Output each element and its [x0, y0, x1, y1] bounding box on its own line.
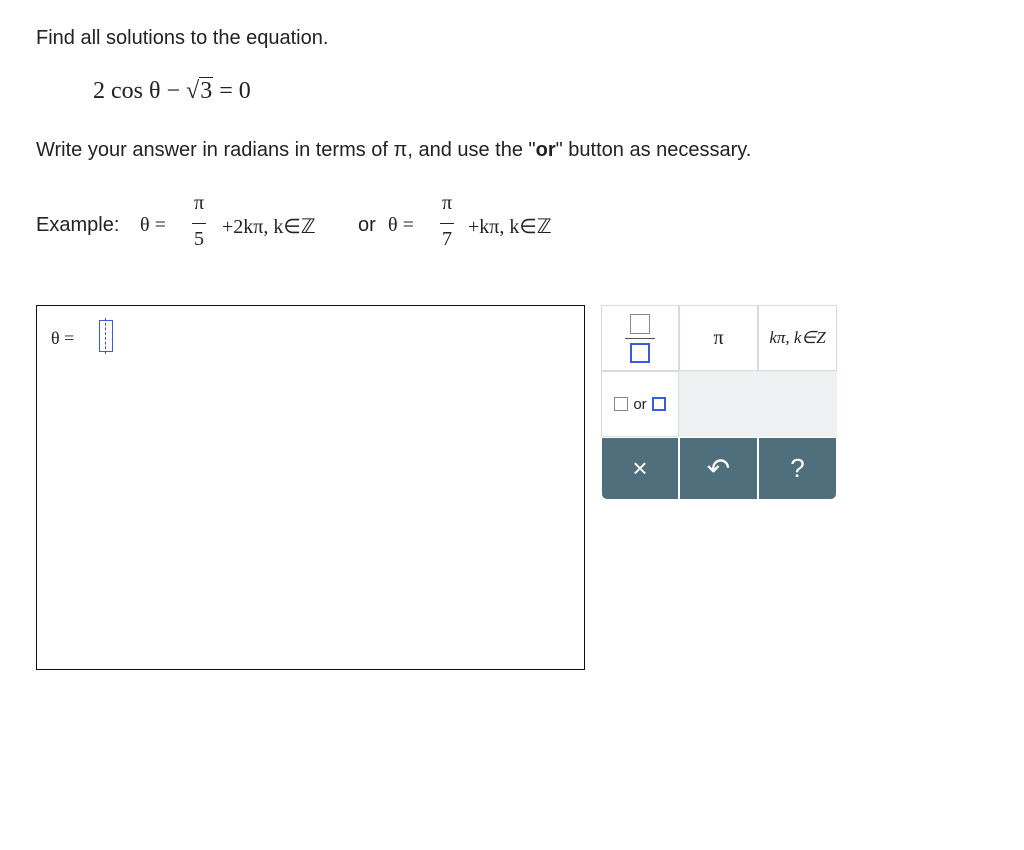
example-term-1: +2kπ, k∈ℤ	[222, 216, 316, 238]
or-key[interactable]	[601, 371, 679, 437]
undo-button[interactable]	[679, 437, 758, 500]
fraction-icon	[625, 314, 655, 363]
answer-input-area[interactable]	[36, 305, 585, 670]
undo-icon: ↶	[706, 453, 731, 484]
equation-minus: −	[166, 78, 181, 104]
fraction-denominator: 7	[442, 228, 452, 250]
clear-button[interactable]	[601, 437, 679, 500]
sqrt-icon: √	[186, 78, 200, 104]
equation-function: cos	[111, 78, 143, 104]
example-label: Example:	[36, 214, 120, 236]
equation-coefficient: 2	[93, 78, 105, 104]
pi-key[interactable]	[679, 305, 758, 371]
sqrt-radicand: 3	[200, 78, 213, 104]
instruction-pre: Write your answer in radians in terms of π, and use the "	[36, 139, 536, 161]
kpi-key-label: kπ, k∈Z	[769, 328, 826, 347]
close-icon: ×	[632, 453, 648, 483]
blue-box-icon	[652, 397, 666, 411]
or-key-label: or	[633, 395, 647, 413]
equation	[93, 78, 251, 105]
kpi-key[interactable]	[758, 305, 837, 371]
instruction-bold: or	[535, 139, 556, 161]
question-prompt: Find all solutions to the equation.	[36, 27, 329, 49]
instruction	[36, 139, 751, 162]
fraction-bar	[192, 223, 206, 224]
equation-rhs: = 0	[219, 78, 251, 104]
sqrt	[186, 78, 213, 105]
pi-key-label: π	[713, 326, 724, 349]
keypad-empty-area	[679, 371, 837, 437]
fraction-numerator: π	[441, 192, 453, 214]
example-theta-eq-2: θ =	[388, 214, 414, 236]
answer-label: θ =	[51, 328, 75, 348]
fraction-bar	[440, 223, 454, 224]
fraction-numerator: π	[193, 192, 205, 214]
help-button[interactable]	[758, 437, 837, 500]
answer-input-slot[interactable]	[99, 320, 113, 352]
example	[36, 192, 636, 256]
empty-box-icon	[614, 397, 628, 411]
help-icon: ?	[790, 453, 805, 483]
math-keypad	[601, 305, 837, 500]
fraction-denominator: 5	[194, 228, 204, 250]
fraction-key[interactable]	[601, 305, 679, 371]
example-term-2: +kπ, k∈ℤ	[468, 216, 552, 238]
example-or: or	[358, 214, 376, 236]
example-theta-eq: θ =	[140, 214, 166, 236]
equation-variable: θ	[149, 78, 161, 104]
text-cursor	[105, 318, 108, 354]
instruction-post: " button as necessary.	[555, 139, 752, 161]
